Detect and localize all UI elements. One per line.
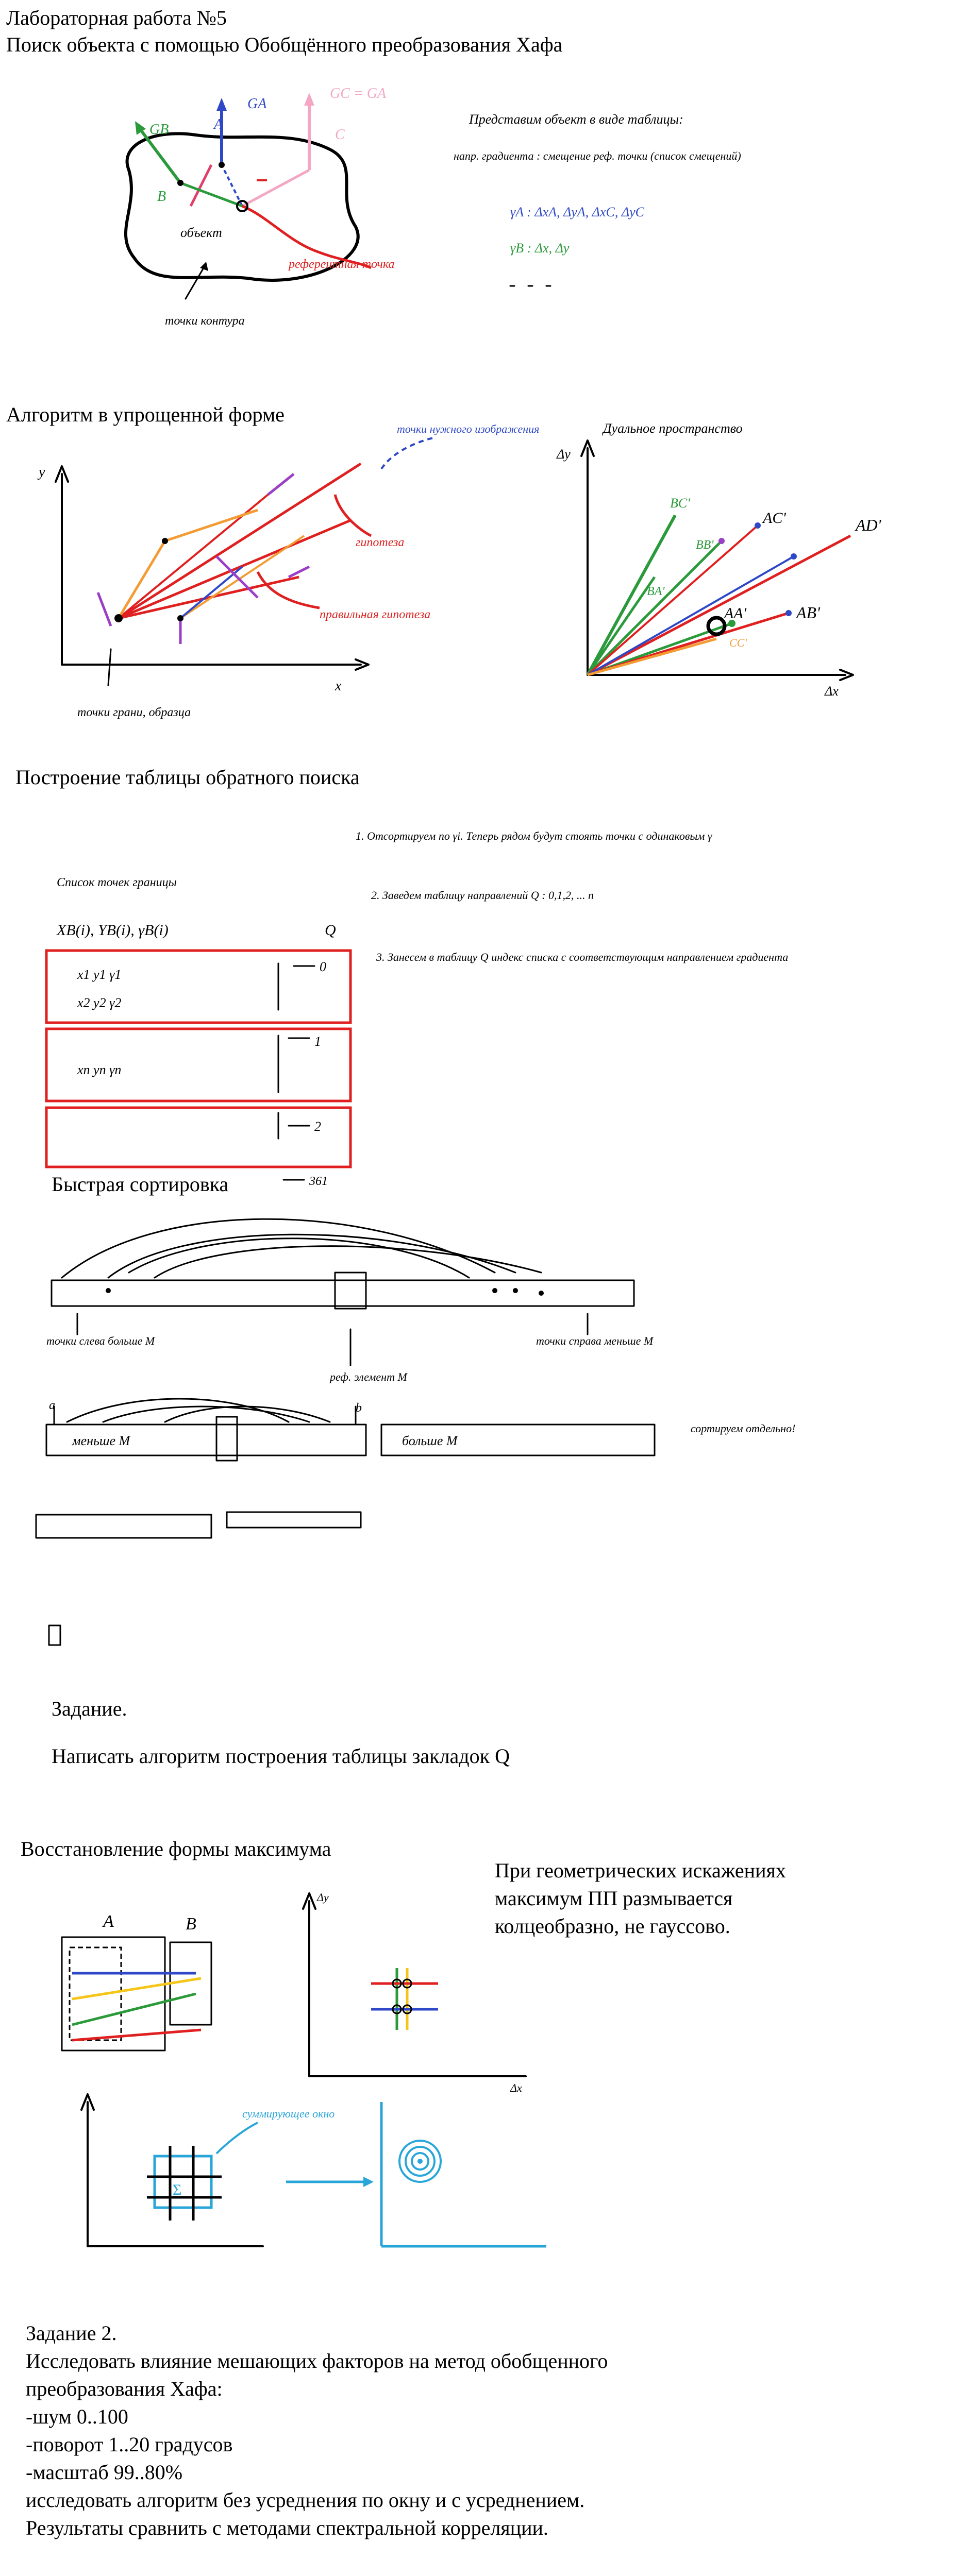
- page-title-line2: Поиск объекта с помощью Обобщённого преобразования Хафа: [6, 33, 563, 56]
- axis-x-label: x: [335, 678, 342, 694]
- dual-space-diagram: [581, 440, 853, 680]
- task2-line: исследовать алгоритм без усреднения по окну и с усреднением.: [26, 2488, 585, 2512]
- note-gamma-a: γA : ΔxA, ΔyA, ΔxC, ΔyC: [510, 205, 644, 219]
- table-row-2: x2 y2 γ2: [77, 995, 122, 1010]
- max-note-line: При геометрических искажениях: [495, 1859, 786, 1882]
- label-qs-a: a: [49, 1399, 55, 1412]
- label-panel-a: A: [103, 1912, 114, 1931]
- axis-dx-label: Δx: [825, 684, 839, 699]
- label-less-left: точки слева больше M: [46, 1334, 155, 1347]
- max-recovery-diagram: [62, 1893, 546, 2246]
- max-note-line: максимум ПП размывается: [495, 1887, 733, 1910]
- section-max-recovery-heading: Восстановление формы максимума: [21, 1837, 331, 1860]
- task2-line: преобразования Хафа:: [26, 2377, 223, 2400]
- dual-label-aa: AA': [724, 605, 747, 622]
- section-reverse-table-heading: Построение таблицы обратного поиска: [15, 766, 360, 789]
- task2-line: Исследовать влияние мешающих факторов на метод обобщенного: [26, 2349, 608, 2372]
- section-quicksort-heading: Быстрая сортировка: [52, 1173, 229, 1196]
- label-hypothesis: гипотеза: [356, 536, 405, 549]
- dual-label-ad: AD': [856, 516, 881, 534]
- label-less-m: меньше M: [72, 1433, 130, 1448]
- label-object: объект: [180, 225, 222, 240]
- dual-label-ac: AC': [763, 510, 786, 527]
- label-point-a: A: [214, 116, 223, 132]
- label-ref-element: реф. элемент M: [330, 1370, 407, 1383]
- dual-label-ab: AB': [796, 603, 820, 622]
- label-point-b: B: [157, 189, 166, 205]
- q-index-2: 2: [314, 1119, 321, 1134]
- task2-line: Результаты сравнить с методами спектральной корреляции.: [26, 2516, 548, 2539]
- label-ref-point: референтная точка: [289, 258, 395, 271]
- label-gc: GC = GA: [330, 86, 387, 101]
- step-2: 2. Заведем таблицу направлений Q : 0,1,2, ... n: [371, 889, 594, 902]
- label-ga: GA: [247, 96, 267, 112]
- label-more-m: больше M: [402, 1433, 458, 1448]
- task2-line: -шум 0..100: [26, 2405, 128, 2428]
- note-gamma-b: γB : Δx, Δy: [510, 241, 570, 256]
- dual-label-ba: BA': [647, 585, 665, 598]
- task2-line: -масштаб 99..80%: [26, 2461, 183, 2484]
- task1-text: Написать алгоритм построения таблицы закладок Q: [52, 1744, 510, 1768]
- dual-label-cc: CC': [729, 636, 747, 649]
- label-dual-space: Дуальное пространство: [603, 421, 743, 436]
- axis-y-label: y: [39, 464, 45, 480]
- axis-dx-label-2: Δx: [510, 2081, 522, 2094]
- q-index-1: 1: [314, 1034, 321, 1049]
- label-summing-window: суммирующее окно: [242, 2107, 335, 2120]
- note-object-repr: Представим объект в виде таблицы:: [469, 112, 683, 127]
- step-1: 1. Отсортируем по γi. Теперь рядом будут стоять точки с одинаковым γ: [356, 829, 712, 842]
- label-sort-separately: сортируем отдельно!: [691, 1422, 796, 1435]
- section-simplified-heading: Алгоритм в упрощенной форме: [6, 403, 285, 426]
- task1-heading: Задание.: [52, 1697, 127, 1720]
- q-index-0: 0: [320, 959, 326, 974]
- label-panel-b: B: [186, 1914, 196, 1934]
- axis-dy-label: Δy: [557, 447, 571, 462]
- table-row-1: x1 y1 γ1: [77, 967, 122, 982]
- axis-dy-label-2: Δy: [317, 1891, 329, 1904]
- label-point-c: C: [335, 127, 345, 143]
- label-edge-points: точки грани, образца: [77, 706, 191, 719]
- label-sigma: Σ: [173, 2181, 182, 2198]
- label-qs-b: b: [356, 1401, 362, 1415]
- label-contour-points: точки контура: [165, 314, 245, 328]
- page-title-line1: Лабораторная работа №5: [6, 6, 227, 29]
- table-head: XB(i), YB(i), γB(i): [57, 922, 169, 939]
- label-true-hypothesis: правильная гипотеза: [320, 608, 431, 621]
- label-edge-list: Список точек границы: [57, 876, 177, 889]
- table-q-head: Q: [325, 922, 336, 939]
- q-index-last: 361: [309, 1175, 328, 1188]
- task2-line: Задание 2.: [26, 2321, 117, 2345]
- label-image-points: точки нужного изображения: [397, 422, 540, 435]
- max-note-line: колцеобразно, не гауссово.: [495, 1914, 730, 1938]
- table-row-n: xn yn γn: [77, 1062, 122, 1077]
- simplified-algorithm-diagram: [56, 438, 433, 685]
- note-direction: напр. градиента : смещение реф. точки (список смещений): [454, 149, 741, 162]
- label-less-right: точки справа меньше M: [536, 1334, 654, 1347]
- task2-line: -поворот 1..20 градусов: [26, 2433, 233, 2456]
- step-3: 3. Занесем в таблицу Q индекс списка с соответствующим направлением градиента: [376, 951, 789, 963]
- dual-label-bc: BC': [670, 496, 690, 511]
- label-gb: GB: [149, 122, 169, 138]
- dual-label-bb: BB': [696, 538, 714, 552]
- quicksort-diagram: [36, 1219, 655, 1645]
